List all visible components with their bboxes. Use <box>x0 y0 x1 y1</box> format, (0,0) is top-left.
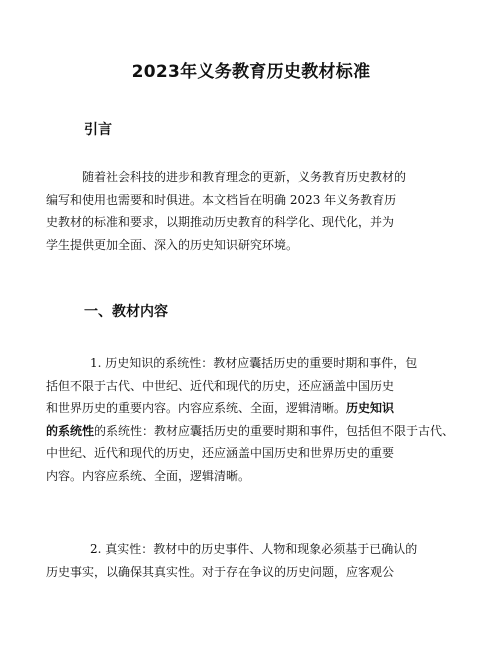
paragraph-line <box>46 397 394 419</box>
paragraph-line: 随着社会科技的进步和教育理念的更新，义务教育历史教材的 <box>82 170 407 184</box>
paragraph-line: 学生提供更加全面、深入的历史知识研究环境。 <box>46 237 299 252</box>
paragraph-line: 内容。内容应系统、全面，逻辑清晰。 <box>46 469 251 483</box>
paragraph-line: 史教材的标准和要求，以期推动历史教育的科学化、现代化，并为 <box>46 215 395 230</box>
paragraph-line: 编写和使用也需要和时俱进。本文档旨在明确 2023 年义务教育历 <box>46 192 397 207</box>
paragraph-line: 历史事实，以确保其真实性。对于存在争议的历史问题，应客观公 <box>46 564 395 579</box>
bold-term: 历史知识 <box>346 401 395 416</box>
bold-term: 的系统性 <box>46 423 95 438</box>
paragraph-line: 2. 真实性：教材中的历史事件、人物和现象必须基于已确认的 <box>90 542 418 556</box>
section-heading-content: 一、教材内容 <box>84 304 168 320</box>
paragraph-line: 中世纪、近代和现代的历史，还应涵盖中国历史和世界历史的重要 <box>46 446 395 461</box>
paragraph-line: 括但不限于古代、中世纪、近代和现代的历史，还应涵盖中国历史 <box>46 378 395 393</box>
paragraph-line <box>46 420 454 442</box>
section-heading-intro: 引言 <box>84 122 112 138</box>
paragraph-text: 的系统性：教材应囊括历史的重要时期和事件，包括但不限于古代、 <box>94 423 455 438</box>
document-title: 2023年义务教育历史教材标准 <box>131 62 371 82</box>
paragraph-line: 1. 历史知识的系统性：教材应囊括历史的重要时期和事件，包 <box>90 356 418 370</box>
paragraph-text: 和世界历史的重要内容。内容应系统、全面，逻辑清晰。 <box>46 401 347 416</box>
